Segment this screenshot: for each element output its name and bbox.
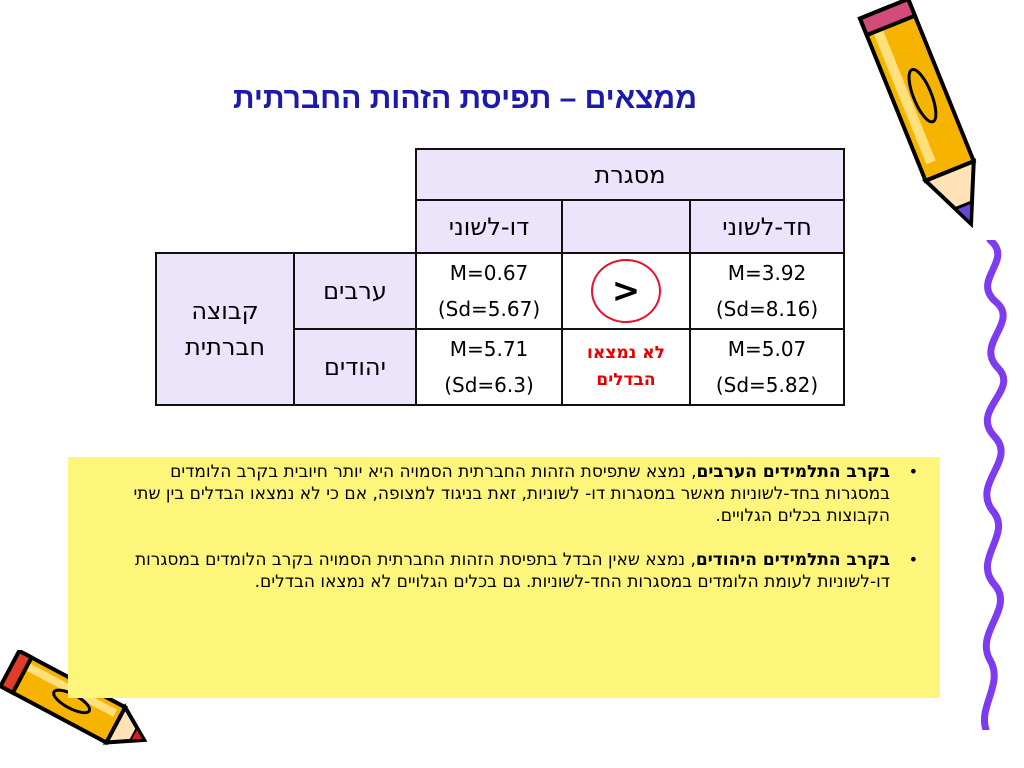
mean-value: M=0.67 — [449, 261, 529, 285]
column-header-monolingual: חד-לשוני — [690, 200, 844, 253]
finding-text: , נמצא שאין הבדל בתפיסת הזהות החברתית הסמויה בקרב הלומדים במסגרות דו-לשוניות לעומת הלומדים במסגרות החד-לשוניות. גם בכלים הגלויים לא נמצאו הבדלים. — [134, 550, 890, 592]
column-header-comparison — [562, 200, 690, 253]
sd-value: (Sd=6.3) — [444, 373, 534, 397]
finding-item — [108, 549, 918, 593]
sd-value: (Sd=5.67) — [437, 297, 541, 321]
framework-header: מסגרת — [416, 149, 844, 200]
mean-value: M=5.71 — [449, 337, 529, 361]
pencil-icon — [850, 0, 1010, 250]
table-row — [156, 253, 844, 329]
group-label-jews: יהודים — [294, 329, 416, 405]
group-label-arabs: ערבים — [294, 253, 416, 329]
social-group-label: קבוצה חברתית — [156, 253, 294, 405]
sd-value: (Sd=5.82) — [715, 373, 819, 397]
comparison-cell — [562, 253, 690, 329]
mean-value: M=3.92 — [727, 261, 807, 285]
results-table — [155, 148, 845, 406]
page-title: ממצאים – תפיסת הזהות החברתית — [233, 82, 697, 115]
mean-value: M=5.07 — [727, 337, 807, 361]
bi-arab-cell — [416, 253, 562, 329]
mono-arab-cell — [690, 253, 844, 329]
no-difference-note: לא נמצאו הבדלים — [562, 329, 690, 405]
finding-text: , נמצא שתפיסת הזהות החברתית הסמויה היא יותר חיובית בקרב הלומדים במסגרות בחד-לשוניות מאשר במסגרות דו- לשוניות, זאת בניגוד למצופה, אם כי לא נמצאו הבדלים בין שתי הקבוצות בכלים הגלויים. — [133, 462, 890, 526]
sd-value: (Sd=8.16) — [715, 297, 819, 321]
findings-box — [68, 457, 940, 698]
bi-jew-cell — [416, 329, 562, 405]
mono-jew-cell — [690, 329, 844, 405]
finding-lead: בקרב התלמידים הערבים — [696, 462, 890, 482]
finding-item — [108, 461, 918, 527]
bullet-icon: • — [908, 462, 918, 481]
finding-lead: בקרב התלמידים היהודים — [695, 550, 890, 570]
squiggle-line-icon — [960, 240, 1024, 730]
bullet-icon: • — [908, 550, 918, 569]
less-than-sign: < — [591, 259, 661, 323]
column-header-bilingual: דו-לשוני — [416, 200, 562, 253]
